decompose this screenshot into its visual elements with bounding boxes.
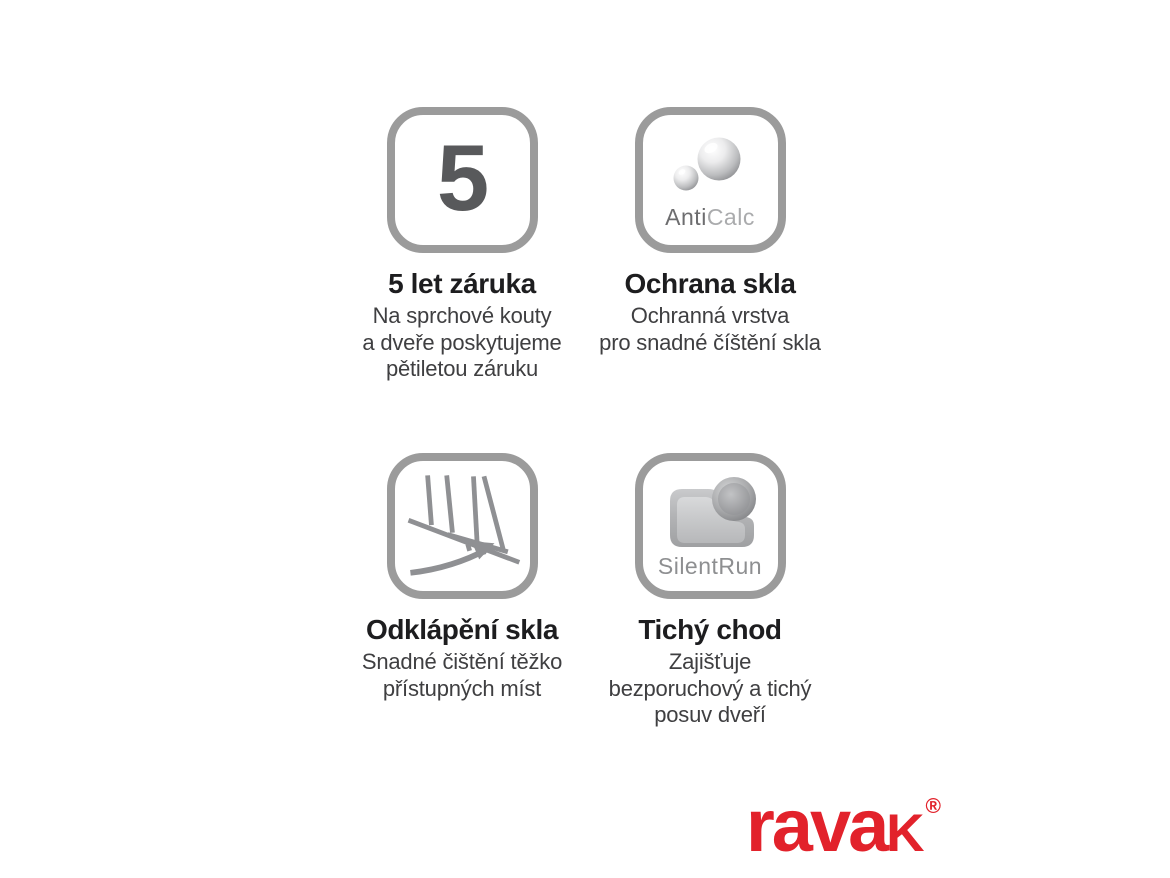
glass-tilt-badge-outline xyxy=(387,453,538,599)
feature-description-line: Snadné čištění těžko xyxy=(361,649,563,674)
feature-description-line: Zajišťuje xyxy=(668,649,752,674)
silentrun-roller-icon xyxy=(658,475,762,549)
feature-description xyxy=(580,303,840,356)
feature-description-line: bezporuchový a tichý xyxy=(608,675,812,701)
warranty-badge-outline xyxy=(387,107,538,253)
anticalc-badge-outline xyxy=(635,107,786,253)
feature-description xyxy=(580,649,840,729)
feature-description-line: posuv dveří xyxy=(654,702,766,727)
anticalc-word-anti: Anti xyxy=(665,203,707,230)
feature-description-line: Na sprchové kouty xyxy=(372,303,552,328)
anticalc-bubbles-icon xyxy=(655,132,765,200)
feature-card-glass-tilt xyxy=(332,453,592,702)
feature-description xyxy=(332,649,592,702)
feature-description-line: pětiletou záruku xyxy=(385,356,539,381)
feature-card-warranty xyxy=(332,107,592,383)
silentrun-badge-outline xyxy=(635,453,786,599)
registered-trademark-icon: ® xyxy=(925,795,942,818)
ravak-logo-text: rava xyxy=(746,784,887,867)
ravak-logo-k: K xyxy=(886,804,924,863)
feature-title: Odklápění skla xyxy=(365,614,559,645)
number-5-icon: 5 xyxy=(436,125,488,230)
feature-card-anticalc xyxy=(580,107,840,356)
feature-description-line: Ochranná vrstva xyxy=(630,303,790,328)
glass-tilt-icon xyxy=(395,462,529,590)
ravak-logo xyxy=(746,784,942,867)
feature-title: Ochrana skla xyxy=(624,268,796,299)
feature-title: Tichý chod xyxy=(638,614,782,645)
feature-description-line: přístupných míst xyxy=(382,675,542,701)
anticalc-word-calc: Calc xyxy=(706,203,755,230)
feature-description-line: pro snadné číštění skla xyxy=(599,329,821,355)
silentrun-wordmark: SilentRun xyxy=(657,552,763,579)
anticalc-wordmark xyxy=(665,203,755,230)
feature-description-line: a dveře poskytujeme xyxy=(362,329,562,355)
feature-description xyxy=(332,303,592,383)
feature-title: 5 let záruka xyxy=(388,268,536,299)
feature-card-silentrun xyxy=(580,453,840,729)
